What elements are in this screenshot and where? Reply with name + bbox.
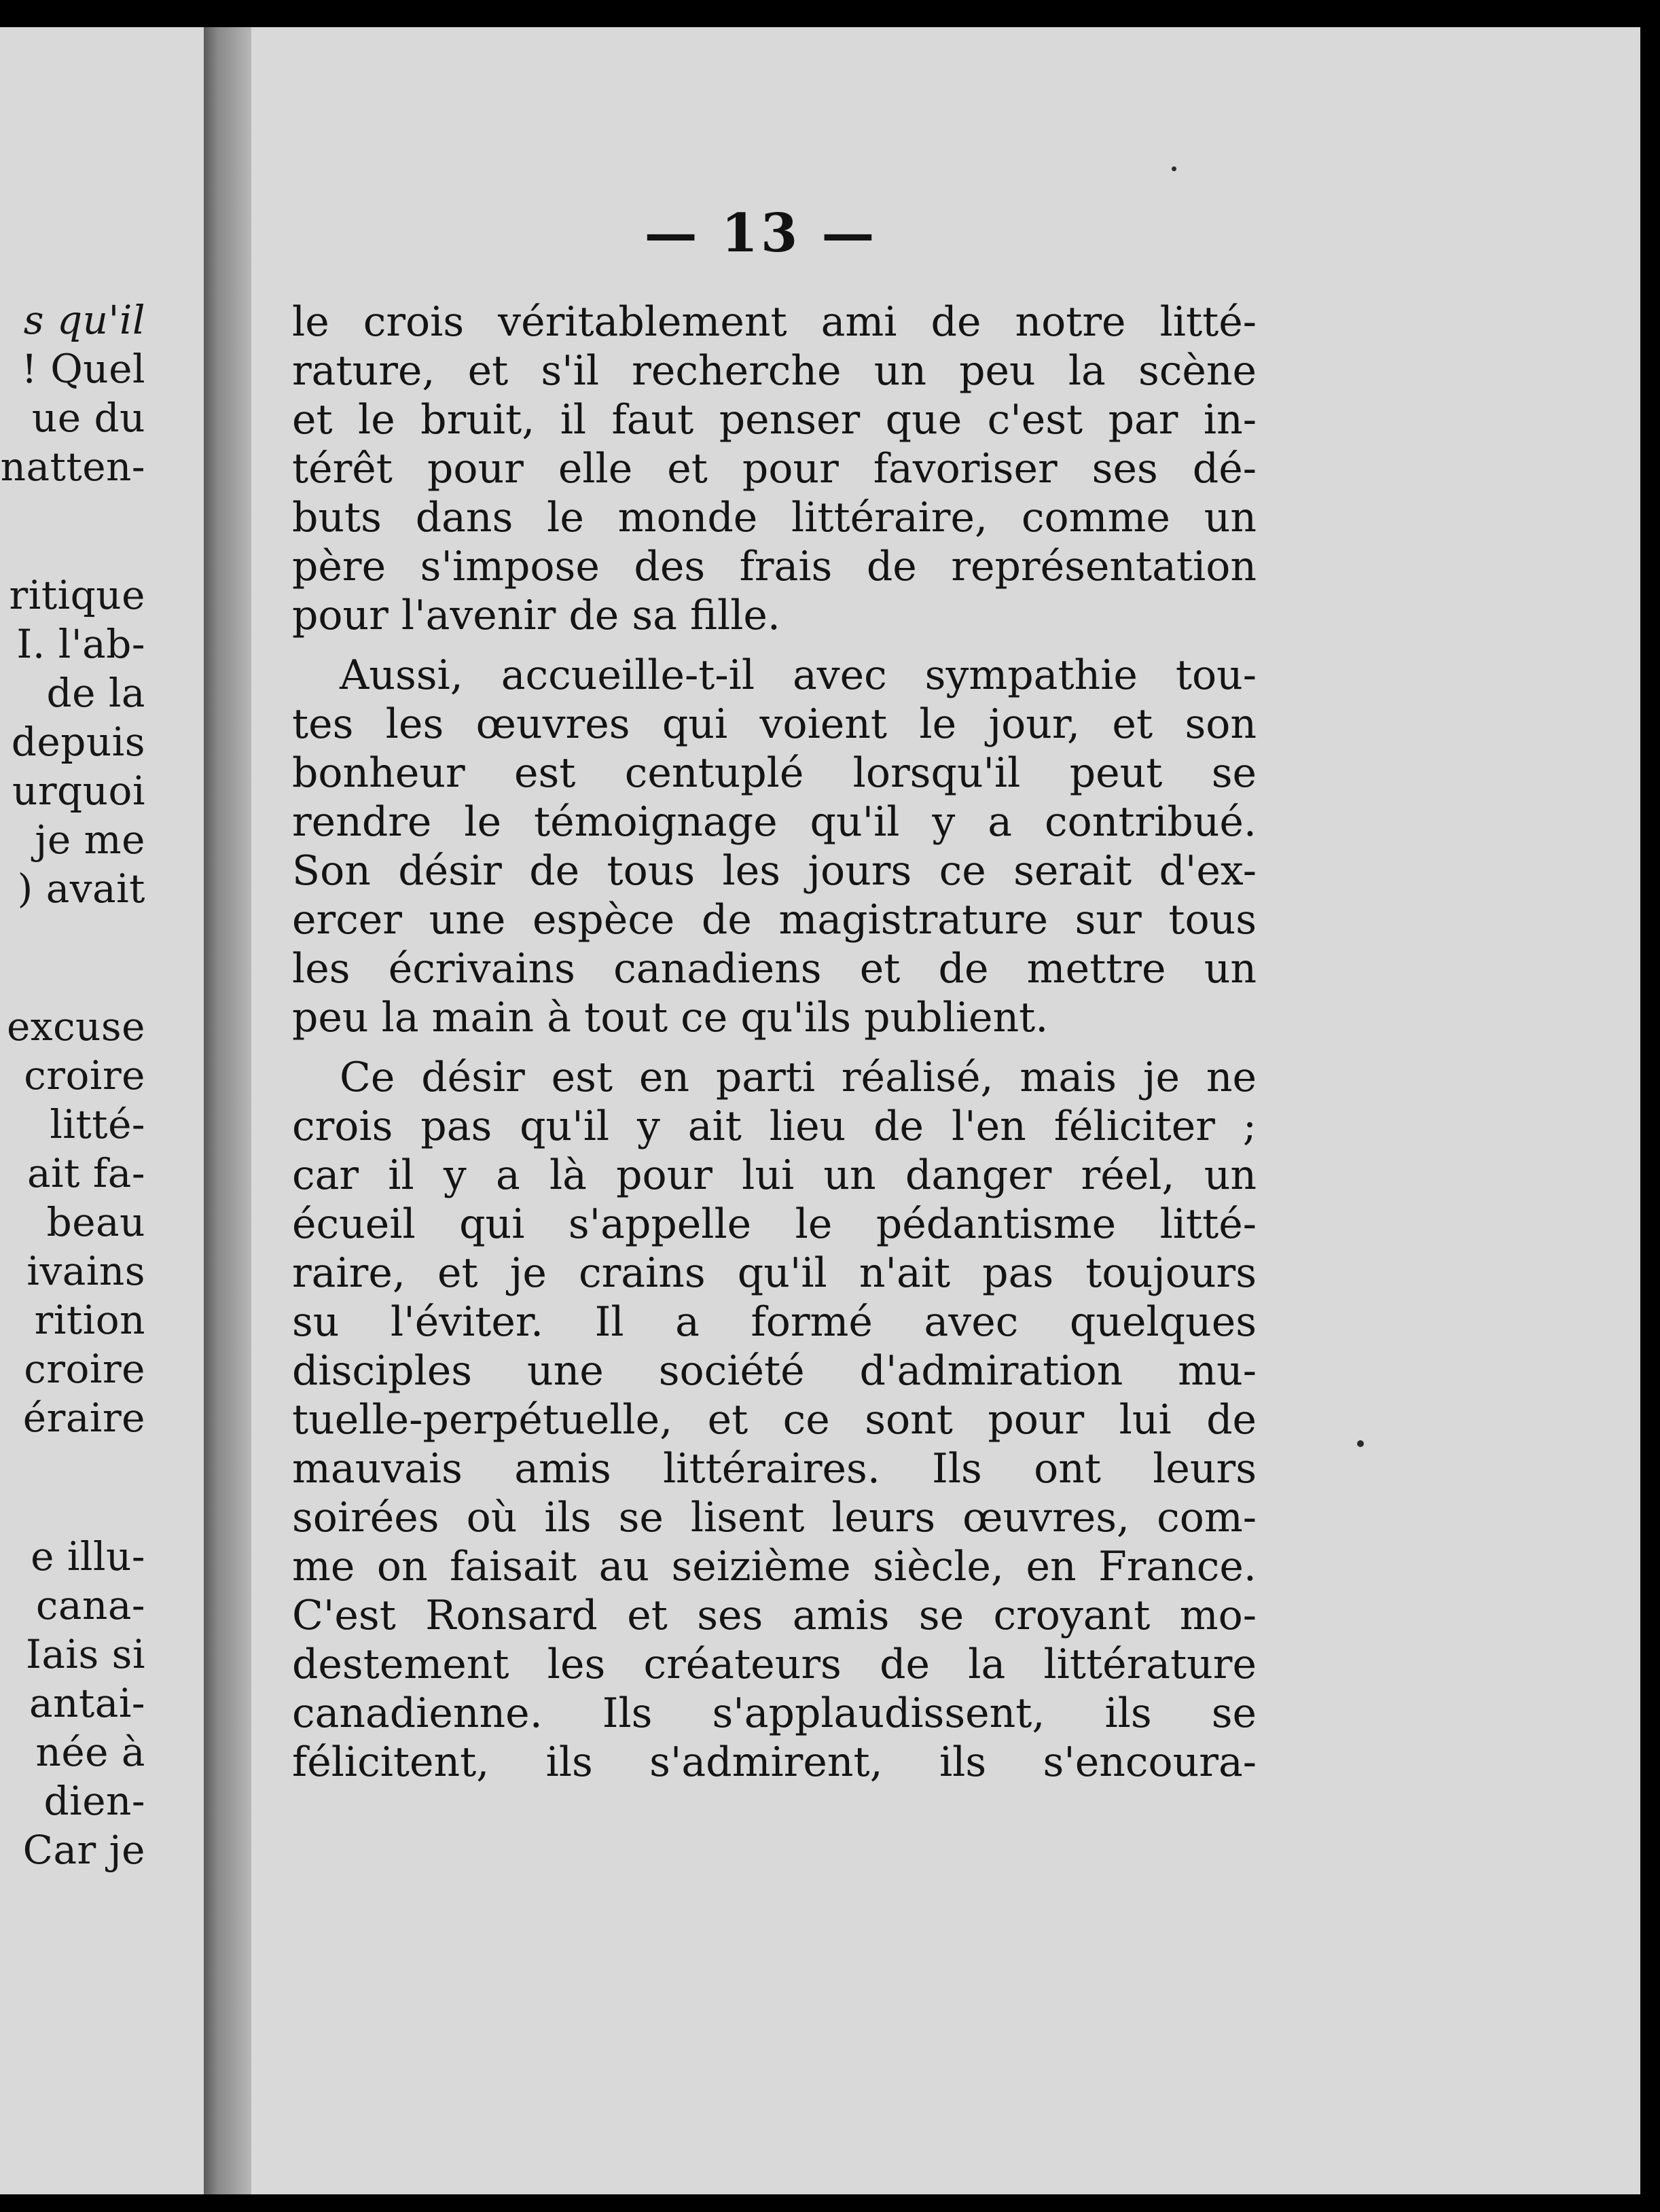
left-fragment: rition: [34, 1297, 145, 1343]
left-fragment: éraire: [22, 1395, 145, 1441]
left-fragment: ! Quel: [21, 346, 145, 392]
text-line: et le bruit, il faut penser que c'est par in-: [292, 396, 1257, 444]
left-fragment: litté-: [50, 1101, 145, 1147]
left-fragment: croire: [24, 1346, 145, 1392]
text-line: tes les œuvres qui voient le jour, et son: [292, 700, 1257, 748]
left-fragment: urquoi: [12, 768, 145, 814]
text-line: rendre le témoignage qu'il y a contribué.: [292, 798, 1257, 846]
left-fragment: dien-: [43, 1778, 145, 1824]
paper-speck: [1172, 166, 1176, 171]
left-fragment: ) avait: [17, 866, 145, 912]
text-line: Aussi, accueille-t-il avec sympathie tou-: [340, 652, 1257, 699]
text-line: térêt pour elle et pour favoriser ses dé-: [292, 445, 1257, 493]
text-line: raire, et je crains qu'il n'ait pas toujours: [292, 1249, 1257, 1297]
text-line: père s'impose des frais de représentation: [292, 543, 1257, 590]
left-fragment: I. l'ab-: [16, 621, 145, 667]
text-line: soirées où ils se lisent leurs œuvres, com-: [292, 1494, 1257, 1541]
text-line: rature, et s'il recherche un peu la scène: [292, 347, 1257, 395]
left-fragment: Iais si: [25, 1631, 145, 1677]
text-line: su l'éviter. Il a formé avec quelques: [292, 1298, 1257, 1346]
left-fragment: ue du: [31, 395, 145, 441]
left-fragment: ritique: [9, 572, 145, 618]
text-line: C'est Ronsard et ses amis se croyant mo-: [292, 1592, 1257, 1639]
current-page: [251, 27, 1640, 2194]
text-line: tuelle-perpétuelle, et ce sont pour lui de: [292, 1396, 1257, 1444]
text-line: pour l'avenir de sa fille.: [292, 592, 780, 639]
text-line: mauvais amis littéraires. Ils ont leurs: [292, 1445, 1257, 1493]
text-line: félicitent, ils s'admirent, ils s'encoura-: [292, 1738, 1257, 1786]
text-line: peu la main à tout ce qu'ils publient.: [292, 994, 1049, 1041]
text-line: destement les créateurs de la littérature: [292, 1641, 1257, 1688]
binding-gutter: [204, 27, 251, 2194]
left-fragment: née à: [35, 1729, 145, 1775]
left-fragment: beau: [46, 1199, 145, 1245]
text-line: canadienne. Ils s'applaudissent, ils se: [292, 1690, 1257, 1737]
text-line: bonheur est centuplé lorsqu'il peut se: [292, 749, 1257, 797]
left-fragment: s qu'il: [23, 297, 145, 343]
text-line: écueil qui s'appelle le pédantisme litté-: [292, 1200, 1257, 1248]
left-fragment: cana-: [35, 1582, 145, 1628]
text-line: crois pas qu'il y ait lieu de l'en féliciter ;: [292, 1103, 1257, 1150]
text-line: disciples une société d'admiration mu-: [292, 1347, 1257, 1395]
left-fragment: je me: [35, 817, 145, 863]
left-fragment: ivains: [26, 1248, 145, 1294]
paper-speck: [1357, 1440, 1364, 1447]
text-line: me on faisait au seizième siècle, en France.: [292, 1543, 1257, 1590]
left-fragment: ait fa-: [26, 1150, 145, 1196]
left-fragment: Car je: [22, 1827, 145, 1873]
left-fragment: excuse: [7, 1003, 145, 1050]
left-fragment: antai-: [29, 1680, 145, 1726]
text-line: les écrivains canadiens et de mettre un: [292, 945, 1257, 993]
text-line: le crois véritablement ami de notre litté-: [292, 298, 1257, 346]
text-line: buts dans le monde littéraire, comme un: [292, 494, 1257, 541]
left-fragment: croire: [24, 1052, 145, 1099]
page-number: — 13 —: [644, 202, 878, 264]
text-line: car il y a là pour lui un danger réel, un: [292, 1152, 1257, 1199]
left-fragment: depuis: [11, 719, 145, 765]
text-line: ercer une espèce de magistrature sur tous: [292, 896, 1257, 944]
left-fragment: natten-: [0, 444, 145, 490]
previous-page: [0, 27, 204, 2194]
left-fragment: e illu-: [31, 1533, 145, 1580]
text-line: Son désir de tous les jours ce serait d'ex-: [292, 847, 1257, 895]
text-line: Ce désir est en parti réalisé, mais je ne: [340, 1054, 1257, 1101]
left-fragment: de la: [46, 670, 145, 716]
